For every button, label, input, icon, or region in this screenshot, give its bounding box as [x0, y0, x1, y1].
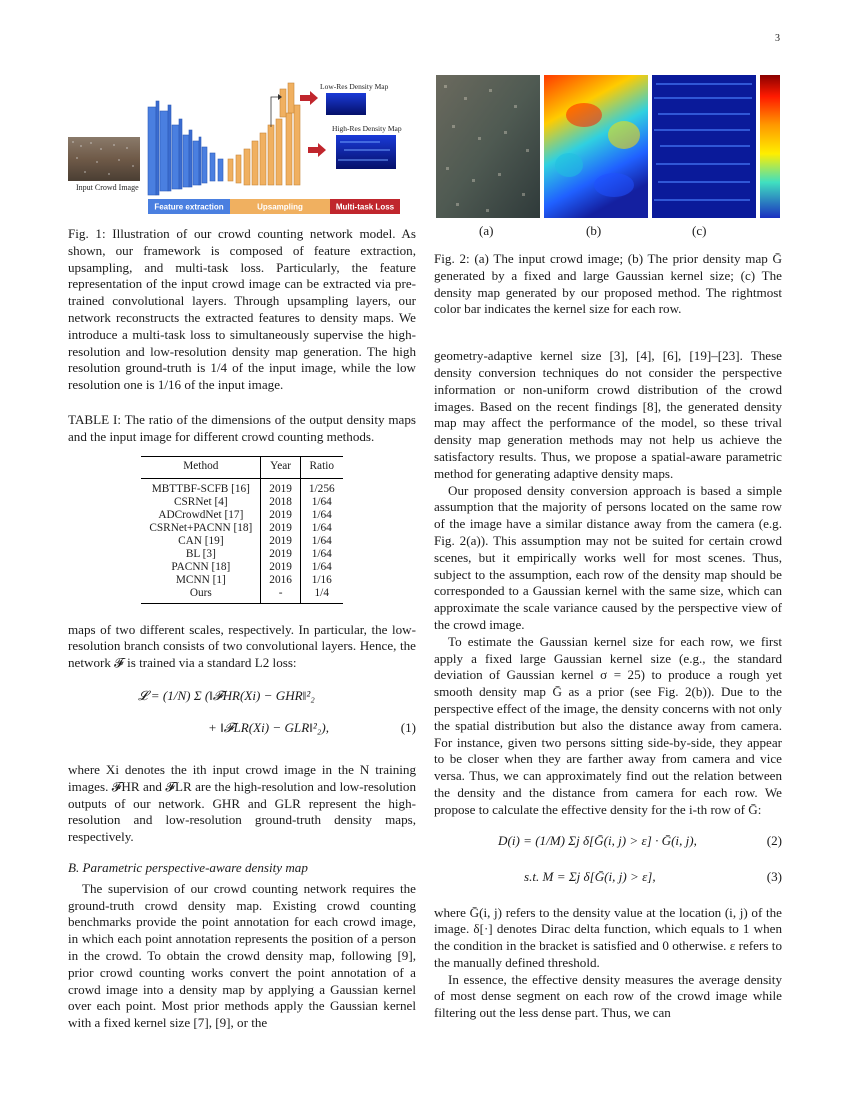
figure-1 — [68, 75, 416, 220]
table-row — [141, 548, 342, 561]
table-cell: ADCrowdNet [17] — [158, 508, 244, 521]
left-column — [68, 75, 416, 1032]
equation-1-number: (1) — [400, 719, 416, 735]
table-cell: 1/64 — [311, 534, 332, 547]
figure-2 — [434, 75, 782, 238]
equations-2-3 — [434, 829, 782, 895]
right-paragraph-3: To estimate the Gaussian kernel size for each row, we first apply a fixed large Gaussian kernel size (e.g., the standard deviation of Gaussian kernel σ = 25) to produce a rough yet smooth density map Ḡ as a prior (see Fig. 2(b)). Due to the perspective effect of the image, the density concerns with not only the spatial distribution but also the distance away from camera. For instance, given two persons sitting side-by-side, they appear to be closer when they are farther away from camera and vice versa. Thus, we can approximately find out the relation between the density and the distance from camera for each row. We propose to calculate the effective density for the i-th row of Ḡ: — [434, 633, 782, 817]
figure-2-caption: Fig. 2: (a) The input crowd image; (b) The prior density map Ḡ generated by a fixed and large Gaussian kernel size; (c) The density map generated by our proposed method. The rightmost color bar indicates the kernel size for each row. — [434, 251, 782, 317]
low-res-map — [326, 93, 366, 115]
left-paragraph-3: The supervision of our crowd counting network requires the ground-truth crowd density map. Existing crowd counting benchmarks provide the point annotation for each crowd image, in which each point annotation represents the position of a person in the crowd. To obtain the crowd density map, following [9], prior crowd counting works convert the point annotation of a crowd image into a density map by applying a Gaussian kernel over each point. Most prior methods apply the Gaussian kernel with a fixed kernel size [7], [9], or the — [68, 880, 416, 1031]
left-paragraph-2: where Xi denotes the ith input crowd image in the N training images. 𝓕HR and 𝓕LR are the high-resolution and low-resolution outputs of our network. GHR and GLR represent the high-resolution and low-resolution ground-truth density maps, respectively. — [68, 761, 416, 845]
fig-2a-label: (a) — [479, 223, 494, 238]
table-cell: - — [261, 587, 301, 604]
right-column — [434, 75, 782, 1022]
table-cell: 1/16 — [311, 573, 332, 586]
table-row — [141, 509, 342, 522]
table-cell: 2019 — [261, 535, 301, 548]
table-row — [141, 561, 342, 574]
table-cell: PACNN [18] — [171, 560, 231, 573]
fig-2c-label: (c) — [692, 223, 707, 238]
table-cell: 2018 — [261, 496, 301, 509]
table-cell: MBTTBF-SCFB [16] — [151, 482, 250, 495]
table-cell: 2019 — [261, 522, 301, 535]
table-cell: Ours — [189, 586, 212, 599]
kernel-size-color-bar — [760, 75, 780, 218]
table-cell: 1/4 — [314, 586, 329, 599]
figure-1-caption: Fig. 1: Illustration of our crowd counting network model. As shown, our framework is composed of feature extraction, upsampling, and multi-task loss. Particularly, the feature representation of the input crowd image can be extracted via pre-trained convolutional layers. Through upsampling layers, our network reconstructs the extracted features to density maps. We introduce a multi-task loss to simultaneously supervise the high-resolution and low-resolution density map generation. The high resolution ground-truth is 1/4 of the input image, while the low resolution one is 1/16 of the input image. — [68, 226, 416, 393]
equation-1-line-1: 𝓛 = (1/N) Σ (‖𝓕HR(Xi) − GHR‖²₂ — [138, 687, 315, 703]
right-paragraph-4: where Ḡ(i, j) refers to the density value at the location (i, j) of the image. δ[·] denotes Dirac delta function, which equals to 1 when the condition in the bracket is satisfied and 0 otherwise. ε refers to the manually defined threshold. — [434, 904, 782, 970]
upsampling-blocks — [228, 83, 300, 185]
right-paragraph-5: In essence, the effective density measures the average density of most dense segment on each row of the crowd image while filtering out the less dense part. Thus, we can — [434, 971, 782, 1021]
feature-stage-label: Feature extraction — [154, 202, 224, 212]
section-heading: B. Parametric perspective-aware density map — [68, 859, 308, 875]
table-header-method: Method — [183, 459, 219, 472]
network-diagram — [68, 75, 416, 220]
table-cell: CSRNet [4] — [173, 495, 228, 508]
table-row — [141, 574, 342, 587]
upsampling-stage-label: Upsampling — [257, 202, 303, 212]
loss-stage-label: Multi-task Loss — [335, 202, 395, 212]
table-cell: 2019 — [261, 548, 301, 561]
table-row — [141, 522, 342, 535]
density-maps-figure — [434, 75, 784, 220]
table-header-ratio: Ratio — [309, 459, 334, 472]
left-paragraph-1: maps of two different scales, respectively. In particular, the low-resolution branch consists of two convolutional layers. Hence, the network 𝓕 is trained via a standard L2 loss: — [68, 621, 416, 671]
table-row — [141, 478, 342, 496]
table-cell: CAN [19] — [178, 534, 224, 547]
table-row — [141, 496, 342, 509]
equation-1-line-2: + ‖𝓕LR(Xi) − GLR‖²₂), — [208, 719, 329, 735]
table-header-year: Year — [261, 456, 301, 478]
table-cell: BL [3] — [185, 547, 216, 560]
table-row — [141, 535, 342, 548]
input-crowd-thumbnail — [68, 137, 140, 181]
high-res-label: High-Res Density Map — [332, 124, 402, 133]
low-res-label: Low-Res Density Map — [320, 82, 389, 91]
equation-2-number: (2) — [766, 832, 782, 848]
table-cell: MCNN [1] — [175, 573, 226, 586]
feature-extraction-blocks — [148, 101, 223, 195]
table-cell: 1/64 — [311, 547, 332, 560]
right-paragraph-1: geometry-adaptive kernel size [3], [4], [6], [19]–[23]. These density conversion techniques do not consider the perspective information or non-uniform crowd distribution of the crowd images. Based on the recent findings [8], the generated density map may affect the performance of the model, so these trival density map generation methods may not help us achieve the satisfactory results. Thus, we propose a spatial-aware parametric method for generating adaptive density maps. — [434, 348, 782, 481]
table-1-caption: TABLE I: The ratio of the dimensions of the output density maps and the input image for different crowd counting methods. — [68, 411, 416, 444]
table-cell: 1/64 — [311, 508, 332, 521]
table-cell: 2019 — [261, 561, 301, 574]
table-cell: 2016 — [261, 574, 301, 587]
table-cell: 1/64 — [311, 521, 332, 534]
fig-2b-label: (b) — [586, 223, 602, 238]
equation-2: D(i) = (1/M) Σj δ[Ḡ(i, j) > ε] · Ḡ(i, j), — [498, 832, 697, 848]
input-image-label: Input Crowd Image — [76, 183, 139, 192]
high-res-map — [336, 135, 396, 169]
table-row — [141, 587, 342, 604]
crowd-image-a — [436, 75, 540, 218]
equation-3: s.t. M = Σj δ[Ḡ(i, j) > ε], — [524, 868, 656, 884]
table-cell: 1/64 — [311, 560, 332, 573]
ratio-table — [141, 456, 342, 604]
table-cell: 2019 — [261, 509, 301, 522]
table-cell: CSRNet+PACNN [18] — [149, 521, 253, 534]
table-cell: 2019 — [261, 478, 301, 496]
equation-3-number: (3) — [766, 868, 782, 884]
right-paragraph-2: Our proposed density conversion approach is based a simple assumption that the majority of persons located on the same row of the image have a similar distance away from the camera (e.g. Fig. 2(a)). This assumption may not be suited for certain crowd scenes, but it empirically works well for most scenes. Thus, subject to the assumption, each row of the density map should be corresponded to a Gaussian kernel with the same size, which can approximate the scale variance caused by the perspective view of the crowd image. — [434, 482, 782, 632]
table-cell: 1/64 — [311, 495, 332, 508]
table-cell: 1/256 — [308, 482, 335, 495]
equation-1 — [68, 682, 416, 752]
page-number: 3 — [775, 33, 780, 44]
